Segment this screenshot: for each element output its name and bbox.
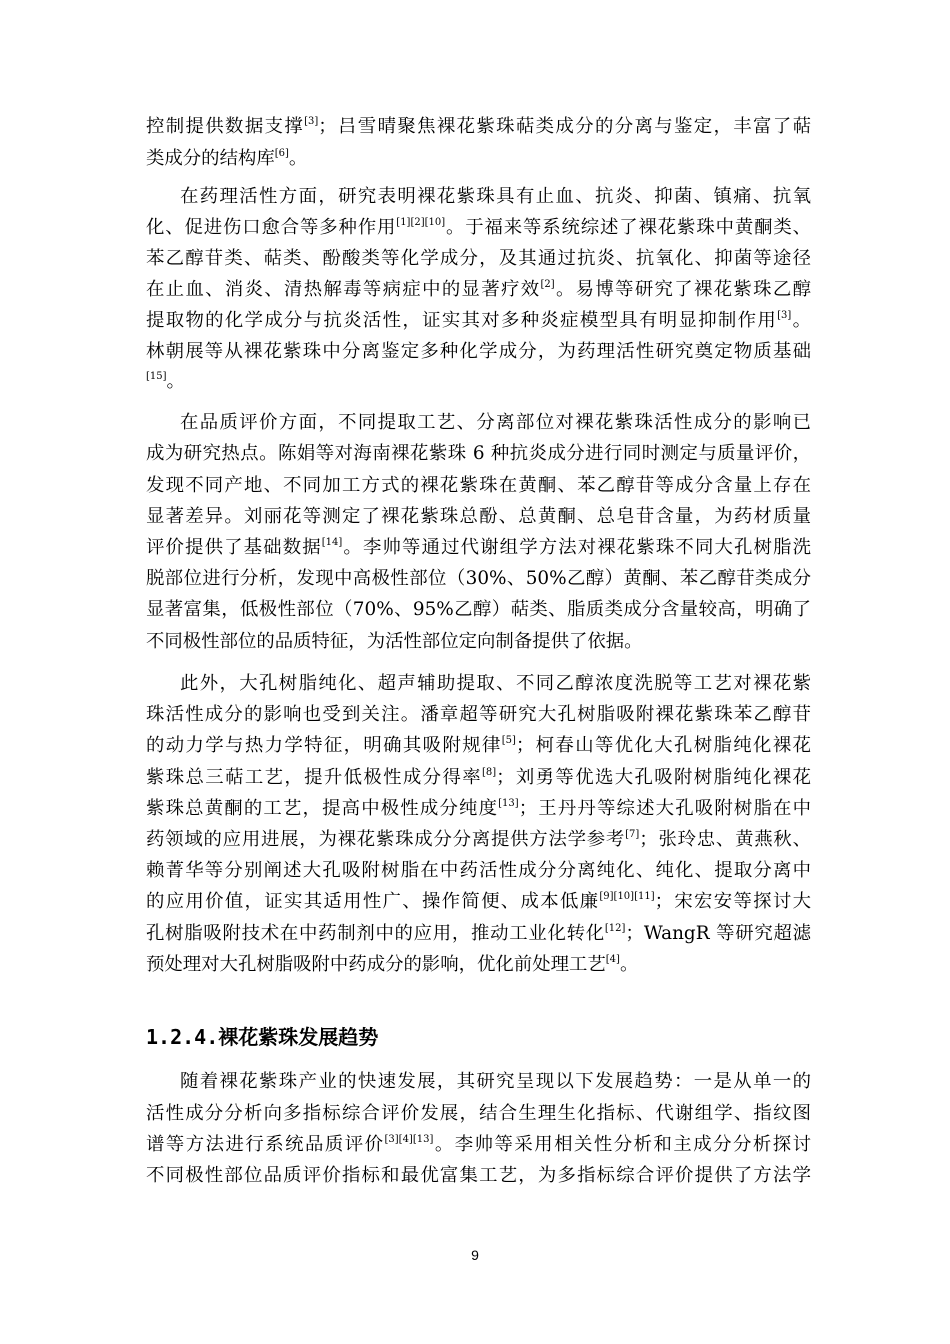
text-line — [146, 305, 811, 337]
section-title: 裸花紫珠发展趋势 — [218, 1025, 379, 1049]
text-run: ；张玲忠、黄燕秋、 — [639, 829, 811, 850]
text-run: 化、促进伤口愈合等多种作用 — [146, 217, 397, 238]
text-run: 林朝展等从裸花紫珠中分离鉴定多种化学成分，为药理活性研究奠定物质基础 — [146, 341, 811, 362]
citation: [1][2][10] — [396, 217, 446, 228]
text-run: 珠活性成分的影响也受到关注。潘章超等研究大孔树脂吸附裸花紫珠苯乙醇苷 — [146, 704, 811, 725]
text-run: 。李帅等采用相关性分析和主成分分析探讨 — [433, 1134, 811, 1155]
text-run: 显著富集，低极性部位（70%、95%乙醇）萜类、脂质类成分含量较高，明确了 — [146, 599, 811, 620]
text-run: 显著差异。刘丽花等测定了裸花紫珠总酚、总黄酮、总皂苷含量，为药材质量 — [146, 506, 811, 527]
text-line — [146, 855, 811, 887]
text-run: 评价提供了基础数据 — [146, 537, 322, 558]
text-run: 苯乙醇苷类、萜类、酚酸类等化学成分，及其通过抗炎、抗氧化、抑菌等途径 — [146, 248, 811, 269]
text-line — [146, 699, 811, 731]
text-run: 类成分的结构库 — [146, 148, 275, 169]
text-run: 随着裸花紫珠产业的快速发展，其研究呈现以下发展趋势：一是从单一的 — [180, 1071, 811, 1092]
text-line — [146, 274, 811, 306]
text-line — [146, 243, 811, 275]
citation: [5] — [501, 735, 516, 746]
text-run: ；柯春山等优化大孔树脂纯化裸花 — [515, 735, 811, 756]
text-line — [146, 762, 811, 794]
citation: [7] — [625, 829, 640, 840]
text-run: 的应用价值，证实其适用性广、操作简便、成本低廉 — [146, 891, 600, 912]
text-line — [180, 181, 811, 213]
text-run: 孔树脂吸附技术在中药制剂中的应用，推动工业化转化 — [146, 923, 605, 944]
citation: [15] — [146, 371, 167, 382]
page-number: 9 — [471, 1247, 479, 1263]
text-run: 提取物的化学成分与抗炎活性，证实其对多种炎症模型具有明显抑制作用 — [146, 310, 778, 331]
text-line — [146, 1098, 811, 1130]
text-run: ；刘勇等优选大孔吸附树脂纯化裸花 — [496, 767, 811, 788]
text-run: 活性成分分析向多指标综合评价发展，结合生理生化指标、代谢组学、指纹图 — [146, 1103, 811, 1124]
text-run: 的动力学与热力学特征，明确其吸附规律 — [146, 735, 502, 756]
text-line — [146, 336, 811, 368]
text-line — [146, 212, 811, 244]
text-line — [146, 824, 811, 856]
text-run: 不同极性部位的品质特征，为活性部位定向制备提供了依据。 — [146, 631, 643, 652]
citation: [9][10][11] — [599, 891, 655, 902]
text-line — [180, 668, 811, 700]
text-line — [146, 626, 811, 658]
section-heading — [146, 1020, 378, 1054]
text-line — [146, 143, 811, 175]
text-run: ；WangR 等研究超滤 — [625, 923, 811, 944]
text-line — [146, 793, 811, 825]
text-run: ；宋宏安等探讨大 — [654, 891, 811, 912]
text-line — [146, 501, 811, 533]
text-run: 。易博等研究了裸花紫珠乙醇 — [554, 279, 811, 300]
text-line — [146, 730, 811, 762]
text-run: 紫珠总黄酮的工艺，提高中极性成分纯度 — [146, 798, 499, 819]
citation: [3] — [777, 310, 792, 321]
citation: [6] — [274, 148, 289, 159]
text-run: 赖菁华等分别阐述大孔吸附树脂在中药活性成分分离纯化、纯化、提取分离中 — [146, 860, 811, 881]
citation: [3] — [304, 116, 319, 127]
text-line — [146, 366, 811, 398]
text-run: 。 — [619, 954, 639, 975]
text-run: 脱部位进行分析，发现中高极性部位（30%、50%乙醇）黄酮、苯乙醇苷类成分 — [146, 568, 811, 589]
text-line — [146, 111, 811, 143]
text-line — [146, 532, 811, 564]
text-line — [180, 407, 811, 439]
citation: [3][4][13] — [384, 1134, 434, 1145]
text-run: 控制提供数据支撑 — [146, 116, 305, 137]
text-line — [146, 438, 811, 470]
text-run: 成为研究热点。陈娟等对海南裸花紫珠 6 种抗炎成分进行同时测定与质量评价， — [146, 443, 811, 464]
citation: [8] — [481, 767, 497, 778]
citation: [13] — [498, 798, 519, 809]
text-run: 。 — [791, 310, 811, 331]
text-line — [146, 949, 811, 981]
text-run: 在药理活性方面，研究表明裸花紫珠具有止血、抗炎、抑菌、镇痛、抗氧 — [180, 186, 811, 207]
text-line — [146, 470, 811, 502]
text-line — [180, 1066, 811, 1098]
text-run: 。 — [288, 148, 308, 169]
text-line — [146, 594, 811, 626]
text-run: 。李帅等通过代谢组学方法对裸花紫珠不同大孔树脂洗 — [342, 537, 811, 558]
citation: [2] — [540, 279, 555, 290]
section-number: 1.2.4. — [146, 1025, 219, 1049]
text-line — [146, 918, 811, 950]
text-run: 。于福来等系统综述了裸花紫珠中黄酮类、 — [445, 217, 811, 238]
text-run: 谱等方法进行系统品质评价 — [146, 1134, 385, 1155]
citation: [14] — [321, 537, 343, 548]
text-line — [146, 1129, 811, 1161]
citation: [4] — [605, 954, 620, 965]
text-line — [146, 886, 811, 918]
text-run: ；吕雪晴聚焦裸花紫珠萜类成分的分离与鉴定，丰富了萜 — [318, 116, 811, 137]
text-run: ；王丹丹等综述大孔吸附树脂在中 — [518, 798, 811, 819]
text-run: 紫珠总三萜工艺，提升低极性成分得率 — [146, 767, 482, 788]
text-line — [146, 1160, 811, 1192]
citation: [12] — [604, 923, 626, 934]
text-run: 。 — [166, 371, 185, 392]
text-run: 此外，大孔树脂纯化、超声辅助提取、不同乙醇浓度洗脱等工艺对裸花紫 — [180, 673, 811, 694]
text-run: 在止血、消炎、清热解毒等病症中的显著疗效 — [146, 279, 541, 300]
text-run: 在品质评价方面，不同提取工艺、分离部位对裸花紫珠活性成分的影响已 — [180, 412, 811, 433]
text-line — [146, 563, 811, 595]
text-run: 预处理对大孔树脂吸附中药成分的影响，优化前处理工艺 — [146, 954, 606, 975]
text-run: 不同极性部位品质评价指标和最优富集工艺，为多指标综合评价提供了方法学 — [146, 1165, 811, 1186]
text-run: 发现不同产地、不同加工方式的裸花紫珠在黄酮、苯乙醇苷等成分含量上存在 — [146, 475, 811, 496]
text-run: 药领域的应用进展，为裸花紫珠成分分离提供方法学参考 — [146, 829, 626, 850]
